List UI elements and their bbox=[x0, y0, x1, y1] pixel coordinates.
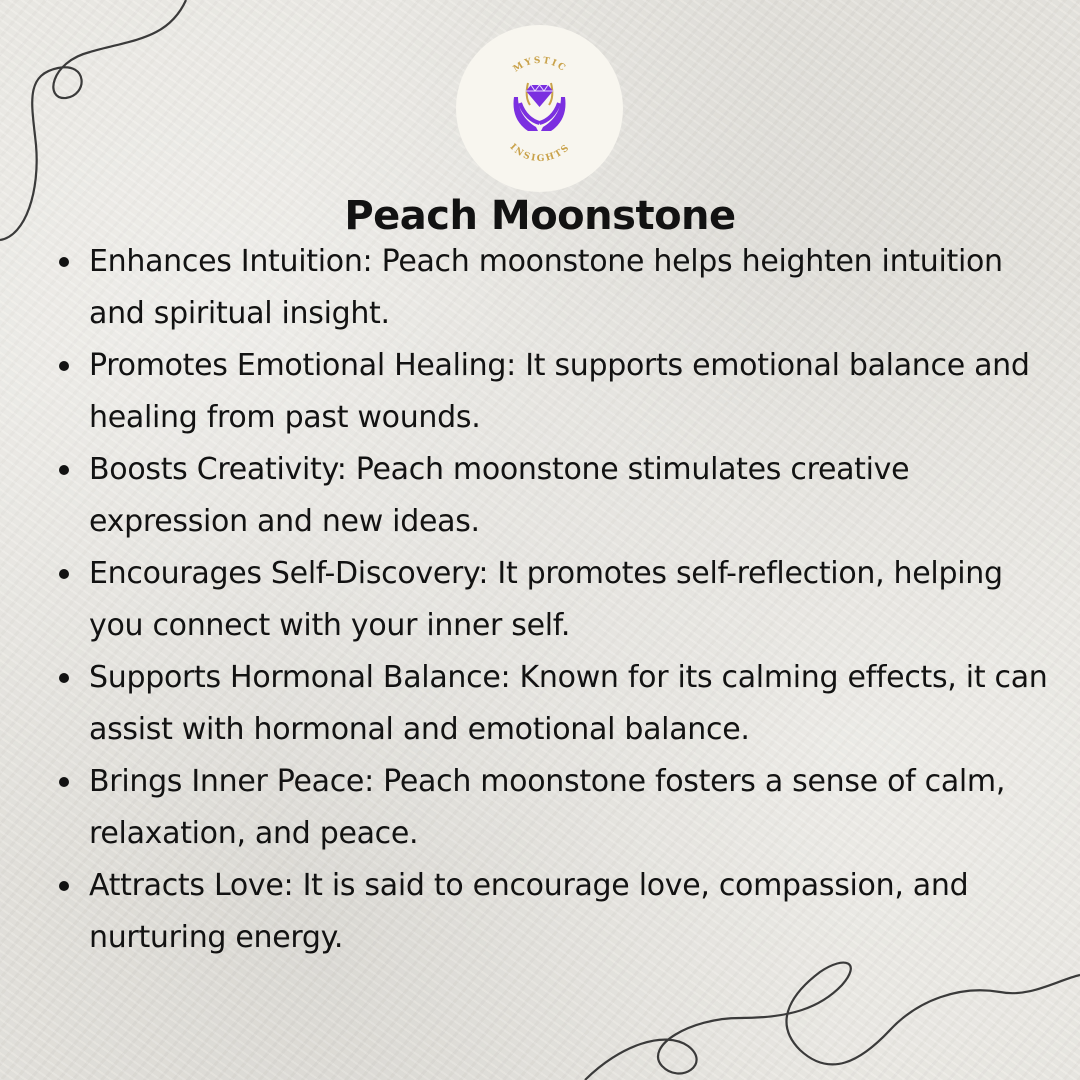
item-heading: Enhances Intuition: bbox=[89, 244, 373, 279]
item-heading: Attracts Love: bbox=[89, 868, 294, 903]
item-text: It supports emotional balance and healing from past wounds. bbox=[89, 348, 1030, 435]
list-item bbox=[55, 548, 1065, 652]
svg-text:INSIGHTS bbox=[508, 142, 573, 164]
benefits-list bbox=[55, 236, 1065, 964]
list-item bbox=[55, 340, 1065, 444]
page-title: Peach Moonstone bbox=[344, 193, 736, 239]
item-text: Peach moonstone helps heighten intuition and spiritual insight. bbox=[89, 244, 1003, 331]
item-text: It promotes self-reflection, helping you connect with your inner self. bbox=[89, 556, 1003, 643]
bottom-right-swirl bbox=[585, 963, 1080, 1080]
list-item bbox=[55, 652, 1065, 756]
list-item bbox=[55, 236, 1065, 340]
hands-holding-crystal-icon bbox=[514, 83, 566, 131]
list-item bbox=[55, 860, 1065, 964]
item-heading: Encourages Self-Discovery: bbox=[89, 556, 489, 591]
logo-text-top: MYSTIC bbox=[511, 55, 569, 75]
item-text: Peach moonstone fosters a sense of calm, relaxation, and peace. bbox=[89, 764, 1006, 851]
mystic-insights-logo bbox=[456, 25, 623, 192]
item-heading: Supports Hormonal Balance: bbox=[89, 660, 511, 695]
list-item bbox=[55, 756, 1065, 860]
item-text: Peach moonstone stimulates creative expression and new ideas. bbox=[89, 452, 910, 539]
svg-text:MYSTIC bbox=[512, 56, 569, 75]
item-heading: Boosts Creativity: bbox=[89, 452, 347, 487]
item-text: It is said to encourage love, compassion, and nurturing energy. bbox=[89, 868, 969, 955]
logo-text-bottom: INSIGHTS bbox=[507, 142, 573, 165]
item-heading: Brings Inner Peace: bbox=[89, 764, 374, 799]
list-item bbox=[55, 444, 1065, 548]
item-heading: Promotes Emotional Healing: bbox=[89, 348, 516, 383]
item-text: Known for its calming effects, it can assist with hormonal and emotional balance. bbox=[89, 660, 1048, 747]
